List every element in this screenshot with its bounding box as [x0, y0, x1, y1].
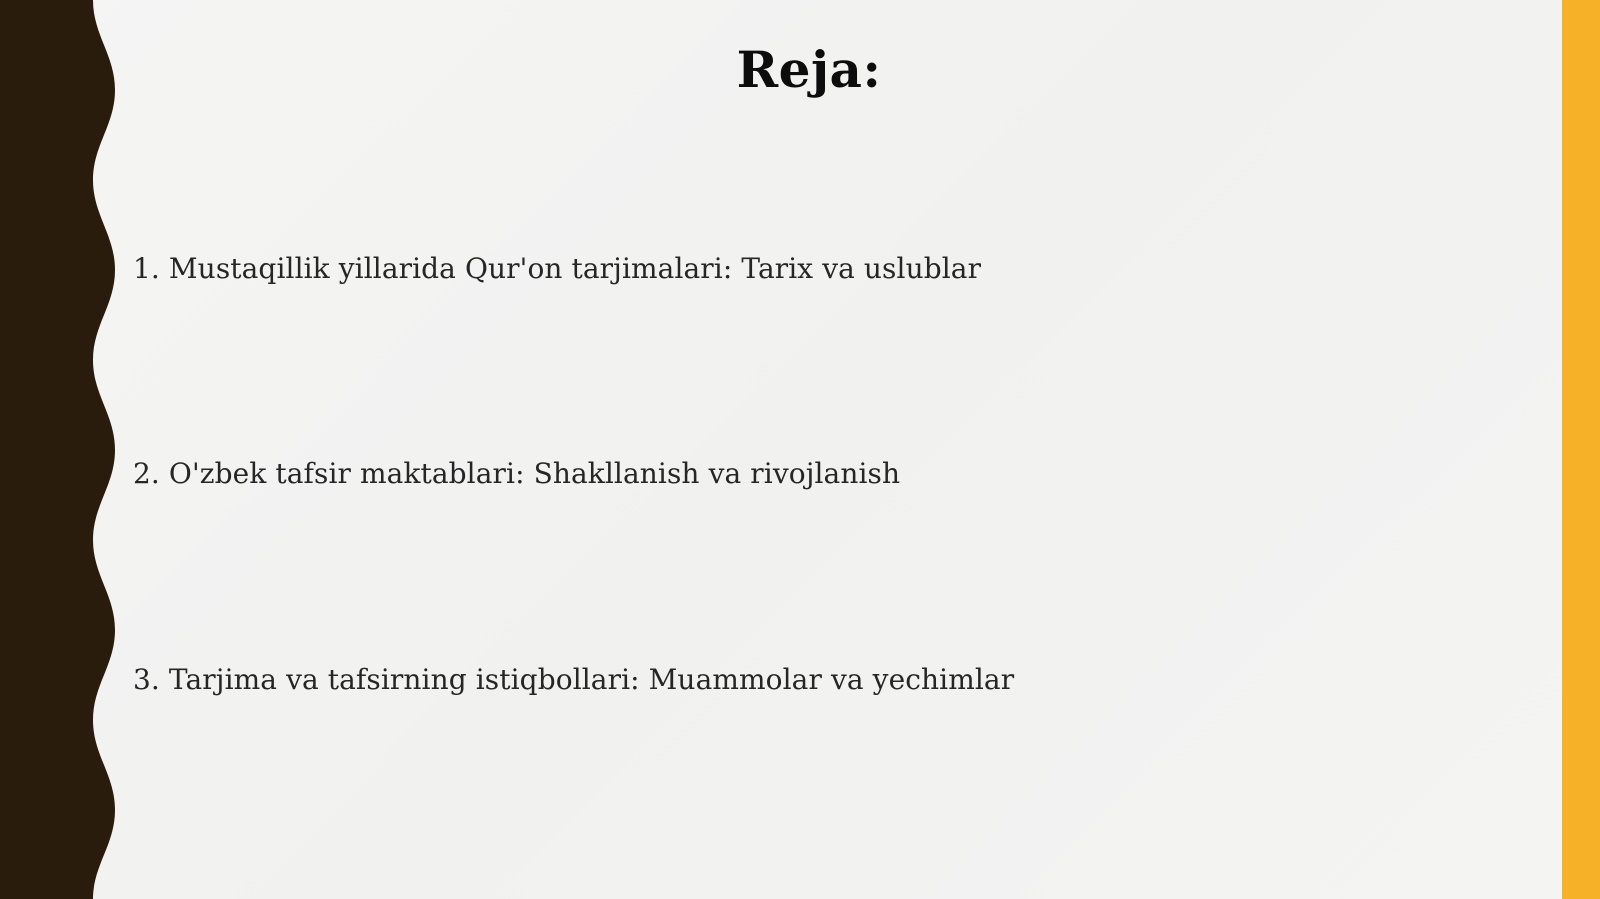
right-accent-bar [1562, 0, 1600, 899]
slide-title: Reja: [736, 40, 882, 99]
left-wave-shape [0, 0, 115, 899]
agenda-item-1: 1. Mustaqillik yillarida Qur'on tarjimalari: Tarix va uslublar [133, 252, 982, 285]
agenda-item-2: 2. O'zbek tafsir maktablari: Shakllanish va rivojlanish [133, 457, 901, 490]
left-wave-decoration [0, 0, 130, 899]
agenda-item-3: 3. Tarjima va tafsirning istiqbollari: Muammolar va yechimlar [133, 663, 1015, 696]
